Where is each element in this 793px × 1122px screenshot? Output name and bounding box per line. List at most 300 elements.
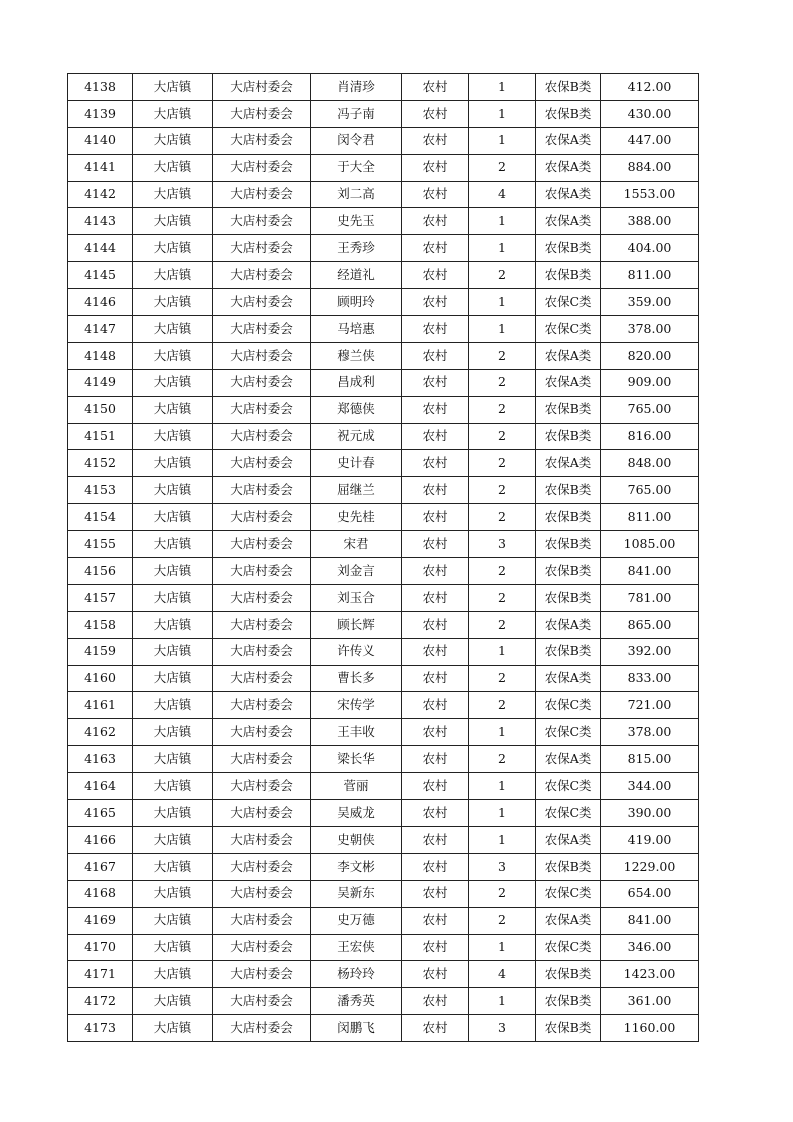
cell-town-name: 大店镇 (133, 907, 213, 934)
cell-person-name: 史万德 (311, 907, 402, 934)
cell-household-size: 1 (469, 826, 536, 853)
cell-town-name: 大店镇 (133, 154, 213, 181)
cell-amount: 816.00 (601, 423, 699, 450)
cell-insurance-category: 农保C类 (536, 934, 601, 961)
cell-household-size: 1 (469, 235, 536, 262)
cell-village-committee: 大店村委会 (213, 181, 311, 208)
cell-person-name: 杨玲玲 (311, 961, 402, 988)
cell-amount: 909.00 (601, 369, 699, 396)
cell-insurance-category: 农保A类 (536, 369, 601, 396)
cell-village-committee: 大店村委会 (213, 289, 311, 316)
cell-household-size: 2 (469, 262, 536, 289)
cell-village-committee: 大店村委会 (213, 746, 311, 773)
table-row (68, 235, 699, 262)
cell-insurance-category: 农保B类 (536, 235, 601, 262)
cell-amount: 361.00 (601, 988, 699, 1015)
cell-person-name: 肖清珍 (311, 74, 402, 101)
cell-person-name: 史计春 (311, 450, 402, 477)
cell-row-number: 4161 (68, 692, 133, 719)
cell-insurance-category: 农保A类 (536, 746, 601, 773)
cell-person-name: 曹长多 (311, 665, 402, 692)
cell-amount: 1553.00 (601, 181, 699, 208)
cell-town-name: 大店镇 (133, 531, 213, 558)
cell-row-number: 4153 (68, 477, 133, 504)
cell-household-size: 2 (469, 558, 536, 585)
cell-town-name: 大店镇 (133, 692, 213, 719)
cell-insurance-category: 农保B类 (536, 584, 601, 611)
cell-insurance-category: 农保B类 (536, 396, 601, 423)
cell-person-name: 顾长辉 (311, 611, 402, 638)
cell-insurance-category: 农保B类 (536, 74, 601, 101)
table-row (68, 450, 699, 477)
cell-village-committee: 大店村委会 (213, 611, 311, 638)
cell-household-size: 2 (469, 342, 536, 369)
cell-amount: 447.00 (601, 127, 699, 154)
table-row (68, 531, 699, 558)
cell-amount: 419.00 (601, 826, 699, 853)
cell-person-name: 冯子南 (311, 100, 402, 127)
cell-insurance-category: 农保A类 (536, 127, 601, 154)
cell-row-number: 4163 (68, 746, 133, 773)
cell-row-number: 4169 (68, 907, 133, 934)
cell-household-type: 农村 (402, 74, 469, 101)
cell-town-name: 大店镇 (133, 477, 213, 504)
cell-amount: 865.00 (601, 611, 699, 638)
cell-household-size: 2 (469, 746, 536, 773)
table-row (68, 558, 699, 585)
cell-household-type: 农村 (402, 988, 469, 1015)
cell-household-size: 3 (469, 1015, 536, 1042)
cell-village-committee: 大店村委会 (213, 934, 311, 961)
cell-household-type: 农村 (402, 773, 469, 800)
cell-household-size: 2 (469, 665, 536, 692)
cell-town-name: 大店镇 (133, 665, 213, 692)
cell-household-size: 2 (469, 907, 536, 934)
cell-person-name: 史先桂 (311, 504, 402, 531)
relief-roster-table (67, 73, 699, 1042)
cell-person-name: 祝元成 (311, 423, 402, 450)
cell-household-size: 2 (469, 154, 536, 181)
cell-household-size: 2 (469, 396, 536, 423)
table-row (68, 477, 699, 504)
cell-household-type: 农村 (402, 800, 469, 827)
cell-household-type: 农村 (402, 907, 469, 934)
cell-household-size: 1 (469, 934, 536, 961)
cell-amount: 392.00 (601, 638, 699, 665)
cell-household-size: 1 (469, 289, 536, 316)
cell-village-committee: 大店村委会 (213, 127, 311, 154)
cell-insurance-category: 农保B类 (536, 423, 601, 450)
cell-village-committee: 大店村委会 (213, 988, 311, 1015)
cell-insurance-category: 农保B类 (536, 531, 601, 558)
cell-insurance-category: 农保A类 (536, 208, 601, 235)
cell-person-name: 吴威龙 (311, 800, 402, 827)
cell-row-number: 4162 (68, 719, 133, 746)
cell-person-name: 昌成利 (311, 369, 402, 396)
cell-village-committee: 大店村委会 (213, 558, 311, 585)
table-row (68, 154, 699, 181)
cell-amount: 404.00 (601, 235, 699, 262)
cell-row-number: 4144 (68, 235, 133, 262)
cell-row-number: 4139 (68, 100, 133, 127)
cell-town-name: 大店镇 (133, 316, 213, 343)
cell-town-name: 大店镇 (133, 181, 213, 208)
cell-village-committee: 大店村委会 (213, 907, 311, 934)
cell-row-number: 4160 (68, 665, 133, 692)
cell-village-committee: 大店村委会 (213, 719, 311, 746)
cell-household-type: 农村 (402, 934, 469, 961)
cell-person-name: 闵令君 (311, 127, 402, 154)
cell-person-name: 潘秀英 (311, 988, 402, 1015)
table-row (68, 826, 699, 853)
cell-town-name: 大店镇 (133, 289, 213, 316)
cell-household-type: 农村 (402, 235, 469, 262)
cell-household-size: 3 (469, 853, 536, 880)
cell-household-size: 1 (469, 773, 536, 800)
cell-town-name: 大店镇 (133, 826, 213, 853)
cell-household-size: 2 (469, 450, 536, 477)
table-row (68, 800, 699, 827)
cell-town-name: 大店镇 (133, 369, 213, 396)
cell-insurance-category: 农保C类 (536, 316, 601, 343)
cell-household-size: 1 (469, 719, 536, 746)
cell-town-name: 大店镇 (133, 208, 213, 235)
cell-person-name: 王丰收 (311, 719, 402, 746)
cell-household-type: 农村 (402, 289, 469, 316)
cell-amount: 654.00 (601, 880, 699, 907)
cell-town-name: 大店镇 (133, 100, 213, 127)
cell-insurance-category: 农保A类 (536, 342, 601, 369)
cell-person-name: 许传义 (311, 638, 402, 665)
cell-row-number: 4166 (68, 826, 133, 853)
cell-amount: 765.00 (601, 396, 699, 423)
cell-town-name: 大店镇 (133, 127, 213, 154)
cell-insurance-category: 农保C类 (536, 692, 601, 719)
cell-household-size: 1 (469, 316, 536, 343)
cell-household-type: 农村 (402, 826, 469, 853)
cell-row-number: 4172 (68, 988, 133, 1015)
table-row (68, 638, 699, 665)
cell-row-number: 4151 (68, 423, 133, 450)
cell-row-number: 4171 (68, 961, 133, 988)
cell-insurance-category: 农保A类 (536, 450, 601, 477)
cell-amount: 811.00 (601, 262, 699, 289)
cell-household-size: 2 (469, 584, 536, 611)
cell-household-type: 农村 (402, 1015, 469, 1042)
cell-town-name: 大店镇 (133, 880, 213, 907)
cell-household-type: 农村 (402, 558, 469, 585)
cell-town-name: 大店镇 (133, 1015, 213, 1042)
cell-town-name: 大店镇 (133, 853, 213, 880)
cell-town-name: 大店镇 (133, 423, 213, 450)
cell-person-name: 梁长华 (311, 746, 402, 773)
cell-household-type: 农村 (402, 504, 469, 531)
cell-person-name: 王秀珍 (311, 235, 402, 262)
cell-household-size: 1 (469, 638, 536, 665)
cell-household-type: 农村 (402, 584, 469, 611)
cell-town-name: 大店镇 (133, 342, 213, 369)
cell-person-name: 郑德侠 (311, 396, 402, 423)
cell-village-committee: 大店村委会 (213, 316, 311, 343)
cell-household-type: 农村 (402, 423, 469, 450)
cell-household-type: 农村 (402, 692, 469, 719)
cell-household-type: 农村 (402, 181, 469, 208)
table-row (68, 316, 699, 343)
cell-row-number: 4152 (68, 450, 133, 477)
cell-row-number: 4140 (68, 127, 133, 154)
cell-village-committee: 大店村委会 (213, 369, 311, 396)
cell-household-size: 2 (469, 477, 536, 504)
cell-village-committee: 大店村委会 (213, 262, 311, 289)
cell-town-name: 大店镇 (133, 961, 213, 988)
cell-row-number: 4168 (68, 880, 133, 907)
table-row (68, 988, 699, 1015)
table-row (68, 74, 699, 101)
cell-village-committee: 大店村委会 (213, 1015, 311, 1042)
cell-town-name: 大店镇 (133, 584, 213, 611)
cell-person-name: 屈继兰 (311, 477, 402, 504)
cell-amount: 781.00 (601, 584, 699, 611)
cell-town-name: 大店镇 (133, 262, 213, 289)
cell-household-size: 4 (469, 181, 536, 208)
cell-person-name: 李文彬 (311, 853, 402, 880)
cell-household-type: 农村 (402, 154, 469, 181)
cell-town-name: 大店镇 (133, 235, 213, 262)
cell-amount: 811.00 (601, 504, 699, 531)
cell-person-name: 菅丽 (311, 773, 402, 800)
cell-person-name: 宋传学 (311, 692, 402, 719)
cell-row-number: 4167 (68, 853, 133, 880)
cell-household-size: 1 (469, 208, 536, 235)
table-row (68, 504, 699, 531)
cell-household-size: 1 (469, 127, 536, 154)
cell-row-number: 4157 (68, 584, 133, 611)
table-row (68, 907, 699, 934)
cell-insurance-category: 农保C类 (536, 719, 601, 746)
cell-household-size: 2 (469, 423, 536, 450)
cell-amount: 378.00 (601, 719, 699, 746)
cell-household-type: 农村 (402, 719, 469, 746)
cell-amount: 841.00 (601, 558, 699, 585)
cell-town-name: 大店镇 (133, 396, 213, 423)
table-body (68, 74, 699, 1042)
cell-town-name: 大店镇 (133, 988, 213, 1015)
cell-person-name: 闵鹏飞 (311, 1015, 402, 1042)
table-row (68, 342, 699, 369)
cell-village-committee: 大店村委会 (213, 638, 311, 665)
cell-household-type: 农村 (402, 611, 469, 638)
cell-row-number: 4170 (68, 934, 133, 961)
cell-town-name: 大店镇 (133, 800, 213, 827)
cell-household-type: 农村 (402, 396, 469, 423)
cell-town-name: 大店镇 (133, 558, 213, 585)
cell-household-type: 农村 (402, 262, 469, 289)
cell-household-type: 农村 (402, 665, 469, 692)
table-row (68, 396, 699, 423)
cell-village-committee: 大店村委会 (213, 853, 311, 880)
cell-village-committee: 大店村委会 (213, 235, 311, 262)
cell-person-name: 宋君 (311, 531, 402, 558)
cell-row-number: 4147 (68, 316, 133, 343)
cell-village-committee: 大店村委会 (213, 450, 311, 477)
cell-amount: 820.00 (601, 342, 699, 369)
cell-amount: 412.00 (601, 74, 699, 101)
cell-row-number: 4148 (68, 342, 133, 369)
cell-household-type: 农村 (402, 316, 469, 343)
cell-household-type: 农村 (402, 127, 469, 154)
cell-insurance-category: 农保B类 (536, 262, 601, 289)
cell-household-size: 1 (469, 74, 536, 101)
table-row (68, 611, 699, 638)
table-row (68, 719, 699, 746)
cell-person-name: 刘二高 (311, 181, 402, 208)
table-row (68, 961, 699, 988)
cell-village-committee: 大店村委会 (213, 477, 311, 504)
cell-insurance-category: 农保B类 (536, 961, 601, 988)
cell-village-committee: 大店村委会 (213, 100, 311, 127)
cell-row-number: 4173 (68, 1015, 133, 1042)
cell-household-type: 农村 (402, 961, 469, 988)
cell-household-type: 农村 (402, 208, 469, 235)
cell-household-size: 2 (469, 880, 536, 907)
cell-amount: 721.00 (601, 692, 699, 719)
cell-amount: 833.00 (601, 665, 699, 692)
table-row (68, 1015, 699, 1042)
table-row (68, 423, 699, 450)
cell-person-name: 史先玉 (311, 208, 402, 235)
cell-amount: 344.00 (601, 773, 699, 800)
table-row (68, 880, 699, 907)
cell-row-number: 4150 (68, 396, 133, 423)
cell-row-number: 4164 (68, 773, 133, 800)
cell-amount: 884.00 (601, 154, 699, 181)
cell-village-committee: 大店村委会 (213, 961, 311, 988)
table-row (68, 181, 699, 208)
cell-village-committee: 大店村委会 (213, 208, 311, 235)
cell-row-number: 4159 (68, 638, 133, 665)
cell-household-type: 农村 (402, 369, 469, 396)
cell-village-committee: 大店村委会 (213, 396, 311, 423)
cell-insurance-category: 农保C类 (536, 773, 601, 800)
cell-insurance-category: 农保C类 (536, 800, 601, 827)
cell-household-size: 2 (469, 504, 536, 531)
cell-town-name: 大店镇 (133, 638, 213, 665)
cell-person-name: 史朝侠 (311, 826, 402, 853)
cell-row-number: 4141 (68, 154, 133, 181)
cell-village-committee: 大店村委会 (213, 773, 311, 800)
cell-household-size: 2 (469, 611, 536, 638)
cell-town-name: 大店镇 (133, 450, 213, 477)
cell-household-type: 农村 (402, 342, 469, 369)
cell-household-size: 2 (469, 692, 536, 719)
cell-insurance-category: 农保B类 (536, 558, 601, 585)
cell-row-number: 4138 (68, 74, 133, 101)
cell-row-number: 4145 (68, 262, 133, 289)
cell-insurance-category: 农保A类 (536, 907, 601, 934)
cell-insurance-category: 农保B类 (536, 1015, 601, 1042)
cell-amount: 1229.00 (601, 853, 699, 880)
cell-row-number: 4165 (68, 800, 133, 827)
cell-insurance-category: 农保A类 (536, 665, 601, 692)
cell-person-name: 刘金言 (311, 558, 402, 585)
cell-household-size: 1 (469, 988, 536, 1015)
cell-person-name: 刘玉合 (311, 584, 402, 611)
cell-household-type: 农村 (402, 746, 469, 773)
cell-amount: 1160.00 (601, 1015, 699, 1042)
cell-town-name: 大店镇 (133, 773, 213, 800)
cell-household-type: 农村 (402, 531, 469, 558)
cell-amount: 848.00 (601, 450, 699, 477)
cell-amount: 430.00 (601, 100, 699, 127)
cell-amount: 841.00 (601, 907, 699, 934)
cell-row-number: 4143 (68, 208, 133, 235)
cell-row-number: 4154 (68, 504, 133, 531)
cell-row-number: 4149 (68, 369, 133, 396)
table-row (68, 289, 699, 316)
cell-row-number: 4146 (68, 289, 133, 316)
cell-amount: 1085.00 (601, 531, 699, 558)
cell-person-name: 王宏侠 (311, 934, 402, 961)
cell-household-type: 农村 (402, 638, 469, 665)
table-row (68, 665, 699, 692)
cell-insurance-category: 农保A类 (536, 181, 601, 208)
cell-amount: 388.00 (601, 208, 699, 235)
cell-row-number: 4155 (68, 531, 133, 558)
table-row (68, 208, 699, 235)
cell-village-committee: 大店村委会 (213, 342, 311, 369)
cell-insurance-category: 农保B类 (536, 853, 601, 880)
cell-person-name: 穆兰侠 (311, 342, 402, 369)
cell-row-number: 4158 (68, 611, 133, 638)
table-row (68, 584, 699, 611)
cell-insurance-category: 农保B类 (536, 504, 601, 531)
table-row (68, 262, 699, 289)
cell-village-committee: 大店村委会 (213, 880, 311, 907)
cell-insurance-category: 农保B类 (536, 477, 601, 504)
table-row (68, 369, 699, 396)
cell-town-name: 大店镇 (133, 611, 213, 638)
cell-row-number: 4142 (68, 181, 133, 208)
cell-village-committee: 大店村委会 (213, 423, 311, 450)
cell-insurance-category: 农保B类 (536, 638, 601, 665)
cell-person-name: 马培惠 (311, 316, 402, 343)
cell-insurance-category: 农保C类 (536, 289, 601, 316)
cell-household-size: 4 (469, 961, 536, 988)
cell-amount: 765.00 (601, 477, 699, 504)
cell-amount: 815.00 (601, 746, 699, 773)
cell-household-type: 农村 (402, 450, 469, 477)
cell-person-name: 经道礼 (311, 262, 402, 289)
cell-insurance-category: 农保A类 (536, 154, 601, 181)
cell-person-name: 于大全 (311, 154, 402, 181)
cell-household-size: 1 (469, 100, 536, 127)
cell-town-name: 大店镇 (133, 74, 213, 101)
cell-town-name: 大店镇 (133, 746, 213, 773)
cell-village-committee: 大店村委会 (213, 584, 311, 611)
cell-person-name: 顾明玲 (311, 289, 402, 316)
cell-household-type: 农村 (402, 853, 469, 880)
table-row (68, 773, 699, 800)
cell-household-size: 2 (469, 369, 536, 396)
cell-insurance-category: 农保B类 (536, 988, 601, 1015)
cell-insurance-category: 农保C类 (536, 880, 601, 907)
table-row (68, 692, 699, 719)
table-row (68, 853, 699, 880)
cell-household-size: 1 (469, 800, 536, 827)
cell-household-type: 农村 (402, 477, 469, 504)
cell-amount: 1423.00 (601, 961, 699, 988)
table-row (68, 100, 699, 127)
